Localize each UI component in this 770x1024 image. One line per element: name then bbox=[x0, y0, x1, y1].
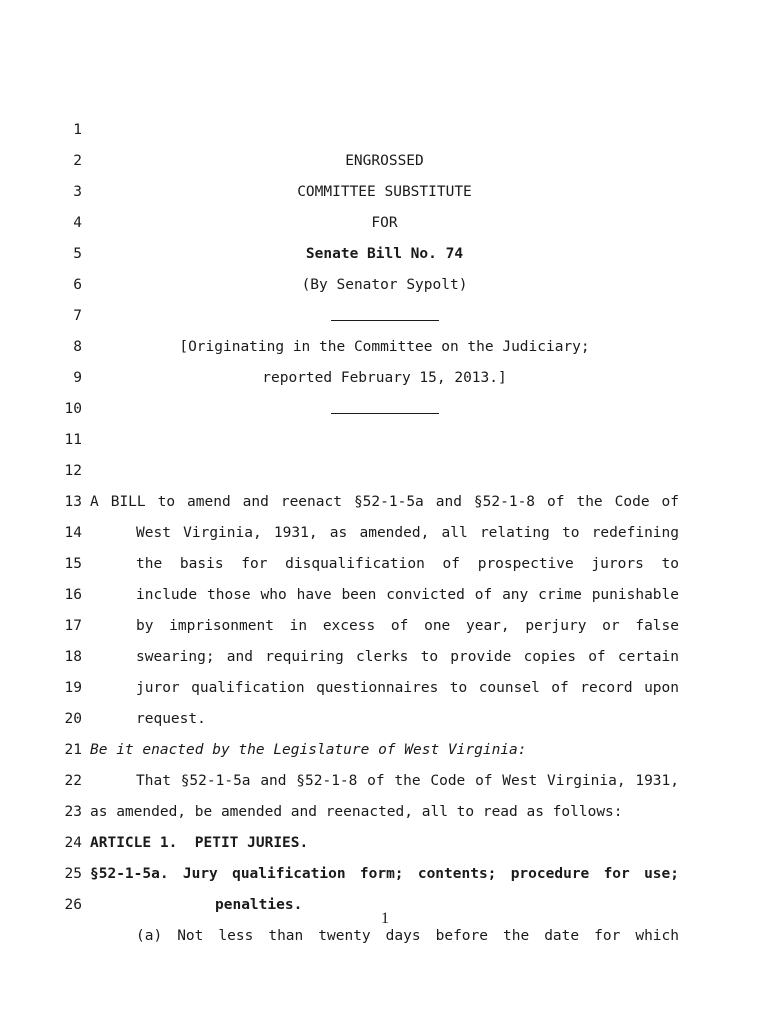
line-number: 3 bbox=[73, 184, 82, 200]
line-number: 19 bbox=[64, 680, 82, 696]
bill-text: request. bbox=[136, 711, 206, 727]
line-number: 4 bbox=[73, 215, 82, 231]
bill-text: juror qualification questionnaires to counsel of record upon bbox=[136, 680, 679, 696]
committee-substitute-heading: COMMITTEE SUBSTITUTE bbox=[297, 184, 472, 200]
line-number: 17 bbox=[64, 618, 82, 634]
for-heading: FOR bbox=[371, 215, 398, 231]
line-11 bbox=[0, 394, 770, 448]
line-10 bbox=[0, 363, 770, 417]
line-number: 26 bbox=[64, 897, 82, 913]
bill-text: include those who have been convicted of any crime punishable bbox=[136, 587, 679, 603]
line-number: 1 bbox=[73, 122, 82, 138]
article-heading: ARTICLE 1. PETIT JURIES. bbox=[90, 835, 309, 851]
line-number: 13 bbox=[64, 494, 82, 510]
bill-text: (a) Not less than twenty days before the date for which bbox=[136, 928, 679, 944]
origin-line: [Originating in the Committee on the Judiciary; bbox=[179, 339, 590, 355]
enacting-clause: Be it enacted by the Legislature of West Virginia: bbox=[90, 742, 527, 758]
line-number: 22 bbox=[64, 773, 82, 789]
line-number: 21 bbox=[64, 742, 82, 758]
line-number: 2 bbox=[73, 153, 82, 169]
line-number: 7 bbox=[73, 308, 82, 324]
line-number: 14 bbox=[64, 525, 82, 541]
line-1 bbox=[0, 84, 770, 169]
line-number: 18 bbox=[64, 649, 82, 665]
bill-text: the basis for disqualification of prospective jurors to bbox=[136, 556, 679, 572]
line-number: 12 bbox=[64, 463, 82, 479]
engrossed-heading: ENGROSSED bbox=[345, 153, 424, 169]
section-heading-continued: penalties. bbox=[215, 897, 303, 913]
line-number: 8 bbox=[73, 339, 82, 355]
line-number: 25 bbox=[64, 866, 82, 882]
section-heading: §52-1-5a. Jury qualification form; contents; procedure for use; bbox=[90, 866, 679, 882]
line-number: 24 bbox=[64, 835, 82, 851]
line-number: 10 bbox=[64, 401, 82, 417]
bill-text: That §52-1-5a and §52-1-8 of the Code of West Virginia, 1931, bbox=[136, 773, 679, 789]
reported-date-line: reported February 15, 2013.] bbox=[262, 370, 507, 386]
line-number: 5 bbox=[73, 246, 82, 262]
line-number: 11 bbox=[64, 432, 82, 448]
bill-text: West Virginia, 1931, as amended, all relating to redefining bbox=[136, 525, 679, 541]
line-number: 16 bbox=[64, 587, 82, 603]
line-7 bbox=[0, 270, 770, 355]
sponsor-line: (By Senator Sypolt) bbox=[301, 277, 468, 293]
bill-text: A BILL to amend and reenact §52-1-5a and §52-1-8 of the Code of bbox=[90, 494, 679, 510]
bill-text: swearing; and requiring clerks to provide copies of certain bbox=[136, 649, 679, 665]
bill-text: by imprisonment in excess of one year, perjury or false bbox=[136, 618, 679, 634]
line-number: 20 bbox=[64, 711, 82, 727]
bill-text: as amended, be amended and reenacted, all to read as follows: bbox=[90, 804, 623, 820]
line-number: 23 bbox=[64, 804, 82, 820]
line-number: 9 bbox=[73, 370, 82, 386]
page-number: 1 bbox=[381, 910, 389, 927]
line-number: 6 bbox=[73, 277, 82, 293]
line-number: 15 bbox=[64, 556, 82, 572]
bill-title: Senate Bill No. 74 bbox=[305, 246, 464, 262]
